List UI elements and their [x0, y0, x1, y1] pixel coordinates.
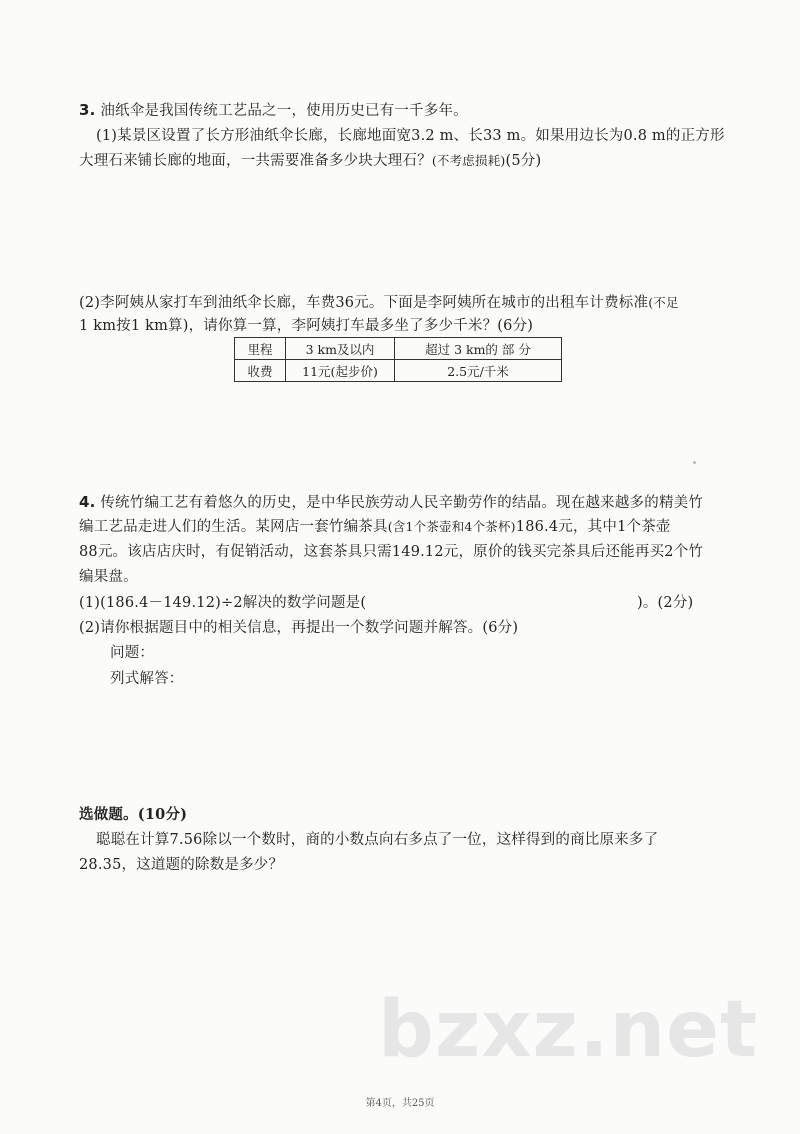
table-cell: 收费: [235, 360, 286, 382]
q4-sub1-start: (1)(186.4－149.12)÷2解决的数学问题是(: [79, 595, 367, 611]
q3-part2-note: (不足: [648, 295, 679, 310]
taxi-fare-table: [234, 337, 562, 382]
q4-line2: [79, 518, 671, 536]
table-cell: 超过 3 km的 部 分: [395, 338, 562, 360]
table-cell: 里程: [235, 338, 286, 360]
q4-sub1-end: )。(2分): [637, 595, 694, 611]
q4-text-line2: 编工艺品走进人们的生活。某网店一套竹编茶具: [79, 519, 388, 535]
table-row: [235, 360, 562, 382]
q3-number: 3.: [79, 101, 96, 119]
q3-intro: 油纸伞是我国传统工艺品之一，使用历史已有一千多年。: [100, 103, 468, 119]
q3-part2-note-end: 1 km按1 km算): [79, 318, 189, 334]
q3-part2-question: ，请你算一算，李阿姨打车最多坐了多少千米？(6分): [188, 318, 534, 334]
table-row: [235, 338, 562, 360]
q3-part2-line1: [79, 294, 679, 312]
q3-part2-text: (2)李阿姨从家打车到油纸伞长廊，车费36元。下面是李阿姨所在城市的出租车计费标准: [79, 295, 649, 311]
q4-line1: [79, 493, 703, 512]
q4-text-line2-end: 186.4元，其中1个茶壶: [515, 519, 671, 535]
q4-sub2: (2)请你根据题目中的相关信息，再提出一个数学问题并解答。(6分): [79, 620, 519, 636]
q4-text-line1: 传统竹编工艺有着悠久的历史，是中华民族劳动人民辛勤劳作的结晶。现在越来越多的精美竹: [100, 495, 704, 511]
q3-part1-text: 大理石来铺长廊的地面，一共需要准备多少块大理石？: [79, 153, 432, 169]
q4-question-label: 问题：: [110, 645, 155, 661]
q4-answer-label: 列式解答：: [110, 671, 184, 687]
watermark: bzxz.net: [378, 985, 759, 1075]
q4-number: 4.: [79, 493, 96, 511]
q4-text-line4: 编果盘。: [79, 569, 138, 585]
optional-line2: 28.35，这道题的除数是多少？: [79, 857, 284, 873]
q4-text-line3: 88元。该店店庆时，有促销活动，这套茶具只需149.12元，原价的钱买完茶具后还能再买2个竹: [79, 544, 704, 560]
table-cell: 3 km及以内: [286, 338, 395, 360]
q3-part1-points: (5分): [505, 153, 542, 169]
optional-title: 选做题。(10分): [79, 806, 188, 823]
page-number: 第4页，共25页: [365, 1098, 435, 1109]
q3-part1-line2: [79, 152, 541, 170]
q3-part2-line2: [79, 317, 533, 335]
q3-heading: [79, 101, 468, 120]
q4-note: (含1个茶壶和4个茶杯): [387, 519, 516, 534]
table-cell: 11元(起步价): [286, 360, 395, 382]
table-cell: 2.5元/千米: [395, 360, 562, 382]
scan-speck: [693, 461, 696, 464]
q3-part1-note: (不考虑损耗): [431, 153, 506, 168]
optional-line1: 聪聪在计算7.56除以一个数时，商的小数点向右多点了一位，这样得到的商比原来多了: [96, 832, 659, 848]
q3-part1-line1: (1)某景区设置了长方形油纸伞长廊，长廊地面宽3.2 m、长33 m。如果用边长为0.8 m的正方形: [96, 128, 725, 144]
